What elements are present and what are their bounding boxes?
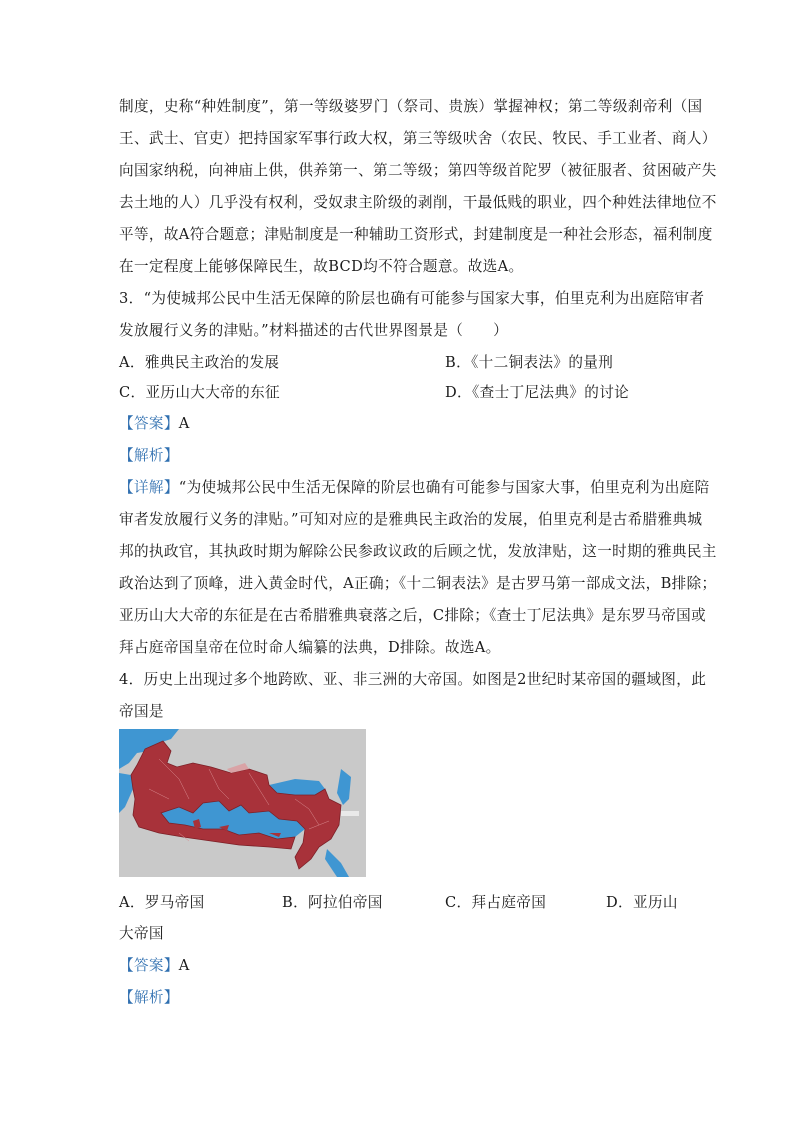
q3-detail-line-5: 亚历山大大帝的东征是在古希腊雅典衰落之后，C排除；《查士丁尼法典》是东罗马帝国或 [119, 607, 707, 624]
q3-option-c: C．亚历山大大帝的东征 [119, 384, 280, 401]
q2-text-line-1: 制度，史称“种姓制度”，第一等级婆罗门（祭司、贵族）掌握神权；第二等级刹帝利（国 [119, 98, 703, 115]
q3-detail-line-6: 拜占庭帝国皇帝在位时命人编纂的法典，D排除。故选A。 [119, 639, 501, 656]
answer-value: A [178, 957, 190, 974]
q3-stem-line-1: 3．“为使城邦公民中生活无保障的阶层也确有可能参与国家大事，伯里克利为出庭陪审者 [119, 290, 705, 307]
analysis-tag: 【解析】 [119, 447, 179, 464]
map-small-label [341, 811, 359, 816]
q3-option-d: D．《查士丁尼法典》的讨论 [445, 384, 630, 401]
q2-text-line-4: 去土地的人）几乎没有权利，受奴隶主阶级的剥削，干最低贱的职业，四个种姓法律地位不 [119, 194, 717, 211]
q3-stem-line-2: 发放履行义务的津贴。”材料描述的古代世界图景是（ ） [119, 322, 509, 339]
q2-text-line-2: 王、武士、官吏）把持国家军事行政大权，第三等级吠舍（农民、牧民、手工业者、商人） [119, 130, 717, 147]
q4-stem-line-2: 帝国是 [119, 703, 164, 720]
q2-text-line-3: 向国家纳税，向神庙上供，供养第一、第二等级；第四等级首陀罗（被征服者、贫困破产失 [119, 162, 717, 179]
q4-stem-line-1: 4．历史上出现过多个地跨欧、亚、非三洲的大帝国。如图是2世纪时某帝国的疆域图，此 [119, 671, 707, 688]
q4-answer [119, 956, 190, 976]
q4-option-d-wrap: 大帝国 [119, 925, 164, 942]
answer-tag: 【答案】 [119, 415, 179, 432]
q4-option-a: A．罗马帝国 [119, 894, 205, 911]
q2-text-line-6: 在一定程度上能够保障民生，故BCD均不符合题意。故选A。 [119, 258, 524, 275]
q3-detail-line-2: 审者发放履行义务的津贴。”可知对应的是雅典民主政治的发展，伯里克利是古希腊雅典城 [119, 511, 703, 528]
detail-text: “为使城邦公民中生活无保障的阶层也确有可能参与国家大事，伯里克利为出庭陪 [178, 479, 710, 496]
q4-analysis-tag [119, 988, 179, 1008]
q3-detail-line-1 [119, 478, 710, 498]
q4-option-b: B．阿拉伯帝国 [282, 894, 383, 911]
detail-tag: 【详解】 [119, 479, 179, 496]
q3-option-b: B．《十二铜表法》的量刑 [445, 354, 614, 371]
analysis-tag: 【解析】 [119, 989, 179, 1006]
empire-territory-map [119, 729, 366, 877]
q4-option-d: D．亚历山 [606, 894, 678, 911]
q3-detail-line-3: 邦的执政官，其执政时期为解除公民参政议政的后顾之忧，发放津贴，这一时期的雅典民主 [119, 543, 717, 560]
q4-option-c: C．拜占庭帝国 [445, 894, 547, 911]
q3-detail-line-4: 政治达到了顶峰，进入黄金时代，A正确；《十二铜表法》是古罗马第一部成文法，B排除； [119, 575, 717, 592]
q3-option-a: A．雅典民主政治的发展 [119, 354, 280, 371]
q3-answer [119, 414, 190, 434]
answer-tag: 【答案】 [119, 957, 179, 974]
answer-value: A [178, 415, 190, 432]
q3-analysis-tag [119, 446, 179, 466]
q2-text-line-5: 平等，故A符合题意；津贴制度是一种辅助工资形式，封建制度是一种社会形态，福利制度 [119, 226, 713, 243]
